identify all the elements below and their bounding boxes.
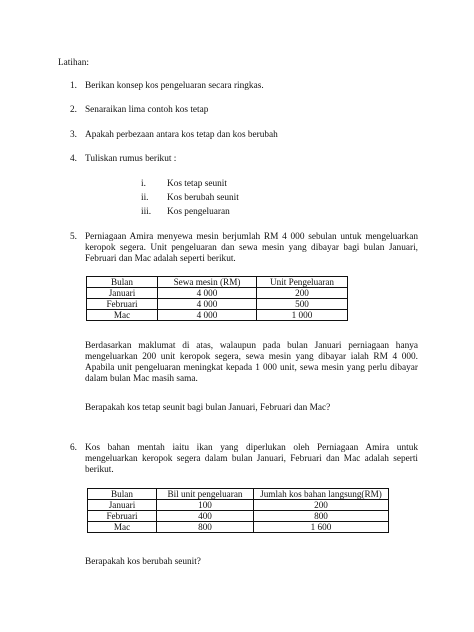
table-header-cell: Jumlah kos bahan langsung(RM) bbox=[254, 489, 389, 500]
q5-question: Berapakah kos tetap seunit bagi bulan Januari, Februari dan Mac? bbox=[85, 403, 331, 413]
table-cell: Februari bbox=[88, 511, 157, 522]
table-header-cell: Bulan bbox=[87, 277, 158, 288]
table-cell: 100 bbox=[157, 500, 254, 511]
paragraph-line: keropok segera. Unit pengeluaran dan sewa mesin yang dibayar bagi bulan Januari, bbox=[85, 243, 418, 254]
paragraph-line: Berdasarkan maklumat di atas, walaupun pada bulan Januari perniagaan hanya bbox=[85, 341, 418, 351]
q6-intro bbox=[85, 443, 418, 476]
table-header-cell: Bil unit pengeluaran bbox=[157, 489, 254, 500]
table-cell: 800 bbox=[157, 522, 254, 533]
q5-body bbox=[85, 341, 418, 386]
q5-intro bbox=[85, 232, 418, 265]
table-row bbox=[87, 299, 348, 310]
table-cell: 200 bbox=[254, 500, 389, 511]
q5-table bbox=[86, 276, 348, 321]
table-header-row bbox=[87, 277, 348, 288]
q1-number: 1. bbox=[70, 81, 77, 91]
q4-number: 4. bbox=[70, 154, 77, 164]
q4-item-text: Kos pengeluaran bbox=[167, 207, 230, 217]
q4-item-number: iii. bbox=[141, 207, 152, 217]
paragraph-line: Kos bahan mentah iaitu ikan yang diperlukan oleh Perniagaan Amira untuk bbox=[85, 443, 418, 453]
table-row bbox=[88, 522, 389, 533]
table-cell: 4 000 bbox=[158, 310, 257, 321]
q2-number: 2. bbox=[70, 105, 77, 115]
table-cell: 1 600 bbox=[254, 522, 389, 533]
table-cell: Januari bbox=[88, 500, 157, 511]
q2-text: Senaraikan lima contoh kos tetap bbox=[85, 105, 209, 115]
paragraph-line: Apabila unit pengeluaran meningkat kepada 1 000 unit, sewa mesin yang perlu dibayar bbox=[85, 363, 418, 374]
table-cell: 4 000 bbox=[158, 299, 257, 310]
q4-item-number: i. bbox=[141, 179, 146, 189]
table-cell: 1 000 bbox=[257, 310, 348, 321]
q4-item-number: ii. bbox=[141, 193, 149, 203]
q4-item-text: Kos berubah seunit bbox=[167, 193, 239, 203]
table-row bbox=[87, 310, 348, 321]
table-cell: Januari bbox=[87, 288, 158, 299]
q6-number: 6. bbox=[70, 443, 77, 453]
q6-table bbox=[87, 488, 389, 533]
paragraph-line: Perniagaan Amira menyewa mesin berjumlah RM 4 000 sebulan untuk mengeluarkan bbox=[85, 232, 418, 242]
table-cell: 500 bbox=[257, 299, 348, 310]
table-row bbox=[87, 288, 348, 299]
paragraph-line: mengeluarkan 200 unit keropok segera, sewa mesin yang dibayar ialah RM 4 000. bbox=[85, 352, 418, 363]
q5-number: 5. bbox=[70, 232, 77, 242]
paragraph-line: mengeluarkan keropok segera dalam bulan Januari, Februari dan Mac adalah seperti bbox=[85, 454, 418, 465]
table-cell: 800 bbox=[254, 511, 389, 522]
q1-text: Berikan konsep kos pengeluaran secara ringkas. bbox=[85, 81, 264, 91]
q4-item-text: Kos tetap seunit bbox=[167, 179, 227, 189]
table-header-cell: Bulan bbox=[88, 489, 157, 500]
table-header-row bbox=[88, 489, 389, 500]
q3-number: 3. bbox=[70, 130, 77, 140]
table-cell: 400 bbox=[157, 511, 254, 522]
table-cell: Mac bbox=[88, 522, 157, 533]
table-row bbox=[88, 500, 389, 511]
table-cell: Februari bbox=[87, 299, 158, 310]
q4-text: Tuliskan rumus berikut : bbox=[85, 154, 177, 164]
paragraph-line: Februari dan Mac adalah seperti berikut. bbox=[85, 254, 236, 265]
q6-question: Berapakah kos berubah seunit? bbox=[85, 557, 201, 567]
table-cell: Mac bbox=[87, 310, 158, 321]
table-row bbox=[88, 511, 389, 522]
q3-text: Apakah perbezaan antara kos tetap dan kos berubah bbox=[85, 130, 278, 140]
table-cell: 4 000 bbox=[158, 288, 257, 299]
paragraph-line: berikut. bbox=[85, 465, 114, 476]
paragraph-line: dalam bulan Mac masih sama. bbox=[85, 374, 198, 385]
table-cell: 200 bbox=[257, 288, 348, 299]
table-header-cell: Unit Pengeluaran bbox=[257, 277, 348, 288]
table-header-cell: Sewa mesin (RM) bbox=[158, 277, 257, 288]
exercise-heading: Latihan: bbox=[58, 58, 89, 68]
